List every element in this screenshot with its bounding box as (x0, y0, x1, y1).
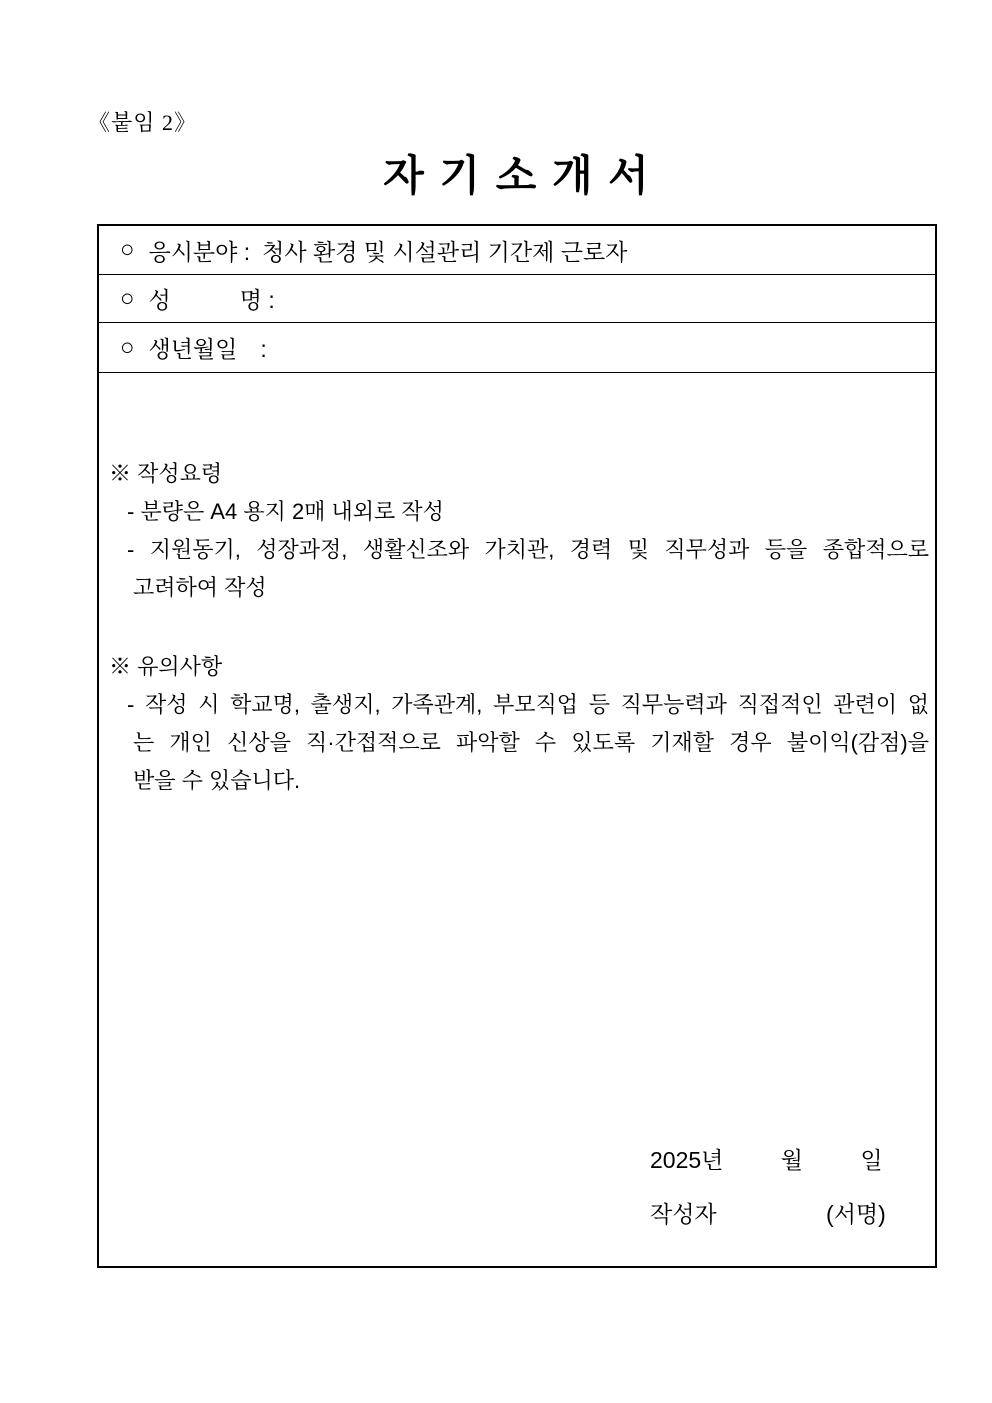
application-field-label: 응시분야 : (148, 238, 251, 265)
row-birthdate (99, 323, 935, 373)
circle-bullet-icon: ○ (120, 236, 135, 263)
month-label: 월 (780, 1147, 803, 1173)
circle-bullet-icon: ○ (120, 284, 135, 312)
year-label: 2025년 (650, 1147, 724, 1173)
guide-line: 고려하여 작성 (133, 575, 267, 600)
form-body-cell (99, 373, 935, 1266)
writing-guide-section (109, 455, 929, 607)
date-line (650, 1148, 886, 1173)
birthdate-label: 생년월일 : (148, 336, 267, 362)
circle-bullet-icon: ○ (120, 333, 135, 361)
day-label: 일 (860, 1147, 883, 1173)
intro-form-table (97, 224, 937, 1268)
application-field-value: 청사 환경 및 시설관리 기간제 근로자 (262, 238, 628, 265)
caution-heading: ※ 유의사항 (109, 654, 223, 679)
row-application-field (99, 226, 935, 275)
page-title: 자 기 소 개 서 (383, 152, 651, 199)
guide-heading: ※ 작성요령 (109, 461, 223, 486)
writer-line (650, 1202, 886, 1227)
date-signature-block (650, 1148, 886, 1227)
row-name (99, 275, 935, 323)
attachment-label: 《붙임 2》 (88, 110, 198, 135)
writer-label: 작성자 (650, 1201, 717, 1227)
caution-section (109, 648, 929, 800)
guide-line: - 지원동기, 성장과정, 생활신조와 가치관, 경력 및 직무성과 등을 종합적으로 (127, 537, 929, 562)
caution-line: 는 개인 신상을 직·간접적으로 파악할 수 있도록 기재할 경우 불이익(감점)을 (133, 730, 929, 755)
caution-line: - 작성 시 학교명, 출생지, 가족관계, 부모직업 등 직무능력과 직접적인 관련이 없 (127, 692, 929, 717)
name-label: 성 명 : (148, 287, 275, 313)
caution-line: 받을 수 있습니다. (133, 768, 301, 793)
signature-label: (서명) (826, 1201, 886, 1227)
guide-line: - 분량은 A4 용지 2매 내외로 작성 (127, 499, 444, 524)
